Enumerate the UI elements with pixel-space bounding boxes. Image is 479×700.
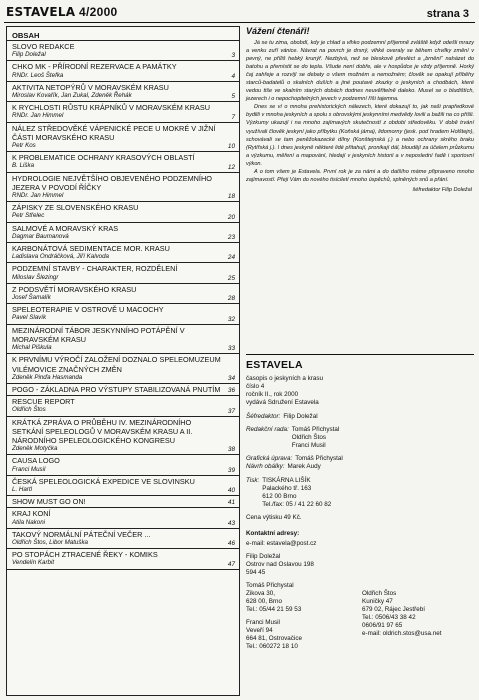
- toc-entry-page: 10: [227, 143, 235, 151]
- imprint-row: [246, 455, 474, 463]
- toc-entry-title: SALMOVÉ A MORAVSKÝ KRAS: [12, 223, 119, 233]
- contact-line: 594 45: [246, 569, 266, 577]
- imprint-row: [246, 413, 474, 421]
- contact-line: Tel.: 060272 18 10: [246, 643, 298, 651]
- contact-line: Zikova 30,: [246, 590, 276, 598]
- toc-entry[interactable]: [7, 384, 239, 396]
- toc-entry-title: RESCUE REPORT: [12, 397, 75, 407]
- toc-entry-page: 7: [231, 113, 235, 121]
- toc-entry[interactable]: [7, 325, 239, 355]
- toc-entry-page: 43: [227, 519, 235, 527]
- toc-entry-page: 18: [227, 193, 235, 201]
- toc-entry-page: 46: [227, 540, 235, 548]
- toc-entry-page: 40: [227, 487, 235, 495]
- toc-entry-author: RNDr. Jan Himmel: [12, 112, 64, 120]
- toc-entry[interactable]: [7, 82, 239, 102]
- imprint-label: Tisk:: [246, 476, 260, 484]
- toc-entry-author: Petr Střelec: [12, 212, 45, 220]
- imprint-values: [285, 463, 321, 471]
- imprint-value: Marek Audy: [287, 463, 321, 471]
- toc-entry-author: Pavel Slavík: [12, 314, 47, 322]
- contact-line: 679 02, Rájec Jestřebí: [362, 606, 426, 614]
- toc-entry-author: Miroslav Kovařík, Jan Zukal, Zdeněk Řehák: [12, 92, 132, 100]
- toc-entry-author: Josef Šamalík: [12, 294, 51, 302]
- imprint-label: Redakční rada:: [246, 426, 289, 434]
- contact-line: Kuničky 47: [362, 598, 393, 606]
- imprint-values: [259, 477, 331, 509]
- toc-entry-title: Z PODSVĚTÍ MORAVSKÉHO KRASU: [12, 284, 137, 294]
- imprint-value: Tomáš Přichystal: [291, 426, 340, 434]
- toc-entry-page: 38: [227, 446, 235, 454]
- imprint-subline: ročník II., rok 2000: [246, 391, 299, 398]
- toc-entry-author: Dagmar Baumanová: [12, 232, 69, 240]
- imprint-credits: [246, 413, 474, 522]
- contact-line: 628 00, Brno: [246, 598, 283, 606]
- editorial: [246, 26, 474, 193]
- toc-entry-page: 5: [231, 93, 235, 101]
- toc-entry-page: 32: [227, 315, 235, 323]
- contact-columns: [246, 582, 474, 651]
- imprint-values: [280, 413, 317, 421]
- imprint-row: [246, 477, 474, 509]
- imprint: [246, 359, 474, 651]
- imprint-value: Filip Doležal: [283, 413, 318, 420]
- toc-entry-title: HYDROLOGIE NEJVĚTŠÍHO OBJEVENÉHO PODZEMNÍHO JEZERA V POVODÍ ŘÍČKY: [12, 173, 212, 192]
- contact-line: Ostrov nad Oslavou 198: [246, 561, 314, 569]
- toc-entry[interactable]: [7, 223, 239, 243]
- toc-entry-page: 12: [227, 163, 235, 171]
- toc-entry-author: RNDr. Jan Himmel: [12, 192, 64, 200]
- toc-title: OBSAH: [7, 27, 239, 41]
- imprint-values: [302, 514, 305, 522]
- toc-entry[interactable]: [7, 496, 239, 508]
- toc-entry[interactable]: [7, 243, 239, 263]
- toc-entry-page: 37: [227, 407, 235, 415]
- contact-block: [246, 582, 362, 614]
- toc-entry[interactable]: [7, 396, 239, 416]
- imprint-values: [292, 455, 343, 463]
- imprint-value: Tel./fax: 05 / 41 22 60 82: [262, 500, 332, 508]
- toc-entry-author: B. Liška: [12, 162, 35, 170]
- toc-entry-title: MEZINÁRODNÍ TÁBOR JESKYNNÍHO POTÁPĚNÍ V MORAVSKÉM KRASU: [12, 325, 185, 344]
- toc-entry-author: Miloslav Šlezingr: [12, 273, 59, 281]
- imprint-row: [246, 426, 474, 450]
- imprint-value: 612 00 Brno: [262, 492, 297, 500]
- toc-entry[interactable]: [7, 102, 239, 122]
- toc-entry-title: SLOVO REDAKCE: [12, 42, 75, 51]
- contact-line: Veveří 94: [246, 627, 273, 635]
- toc-entry-title: NÁLEZ STŘEDOVĚKÉ VÁPENICKÉ PECE U MOKRÉ V JIŽNÍ ČÁSTI MORAVSKÉHO KRASU: [12, 123, 216, 142]
- imprint-row: [246, 463, 474, 471]
- toc-entry-page: 41: [227, 499, 235, 507]
- imprint-label: Šéfredaktor:: [246, 413, 281, 420]
- contact-main: [246, 553, 474, 577]
- contact-line: 664 81, Ostrovačice: [246, 635, 303, 643]
- contact-left-column: [246, 582, 362, 651]
- toc-entry-title: K RYCHLOSTI RŮSTU KRÁPNÍKŮ V MORAVSKÉM KRASU: [12, 103, 210, 113]
- imprint-values: [289, 426, 340, 450]
- toc-entry-title: PODZEMNÍ STAVBY - CHARAKTER, ROZDĚLENÍ: [12, 264, 178, 274]
- table-of-contents: [6, 26, 240, 696]
- editorial-paragraph: Dnes se ví o mnoha prehistorických nálezech, které dokazují to, jak naši prapředkové bydlili v mnoha jeskyních a spolu s obrovskými jeskynními medvědy lovili a bažili na co přišli. Výzkumy ukazují i na mnoho zajímavých skutečností z období středověku. V době trvání využívali člověk jeskyní jako příbytku (Koňská jáma), lidomorny (jesk. pod hradem Holštejn), schovávali se tam peněžokazecké dílny (Konštejnská j.) a nebo ochrany skrého braku (Rytířská j.). I dnes jeskyně některé lidé přitahují, pronikají dál, bloudějí za účelem průzkumu a výzkumu, měření a mapování, hledají v jeskyních historii a v neposlední řadě i sportovní výkon.: [246, 104, 474, 167]
- toc-entry-title: KRAJ KONÍ: [12, 509, 51, 519]
- imprint-label: Grafická úprava:: [246, 455, 293, 463]
- magazine-name: ESTAVELA: [6, 5, 76, 19]
- toc-entry[interactable]: [7, 354, 239, 384]
- editorial-signature: šéfredaktor Filip Doležal: [412, 186, 472, 193]
- toc-entry[interactable]: [7, 284, 239, 304]
- contact-line: Tel.: 05/44 21 59 53: [246, 606, 302, 614]
- toc-entry-page: 20: [227, 213, 235, 221]
- toc-entry-page: 4: [231, 72, 235, 80]
- toc-entry[interactable]: [7, 61, 239, 81]
- toc-entry-page: 28: [227, 295, 235, 303]
- toc-entry-author: Atila Nakoni: [12, 518, 46, 526]
- toc-entry-title: AKTIVITA NETOPÝRŮ V MORAVSKÉM KRASU: [12, 82, 169, 92]
- imprint-rule: [246, 354, 474, 355]
- toc-entry-author: Vendelín Karbit: [12, 559, 55, 567]
- toc-entry-title: TAKOVÝ NORMÁLNÍ PÁTEČNÍ VEČER ...: [12, 529, 151, 539]
- toc-entry[interactable]: [7, 529, 239, 549]
- toc-entry[interactable]: [7, 417, 239, 456]
- toc-entry[interactable]: [7, 476, 239, 496]
- toc-entry-author: Zdeněk Motyčka: [12, 445, 58, 453]
- toc-entry-author: Filip Doležal: [12, 51, 46, 59]
- contact-line: 0606/91 97 65: [362, 622, 403, 630]
- toc-entry[interactable]: [7, 202, 239, 222]
- toc-entry-title: ZÁPISKY ZE SLOVENSKÉHO KRASU: [12, 203, 139, 213]
- editorial-paragraph: Já se tu zima, obobdí, kdy je chlad a vlhko podzemní příjemně zvláště když odešli mrazy a venku zuří vánice. Návrat na povrch je drsný, vlhké overaly se během chvilky změní v pevný, ne příliš hebký krunýř. Nezbývá, než se bleskově převléct a „brnění“ naházet do batohu a přemístit se do tepla. Všude není dobře, ale v hospůdce je vždy příjemně. Horký čaj zahřeje a rozvíjí se debaty o všem možném a nemožném; člověk se opakují příběhy starců-badatelů o skalních duších a jiné poutavé zkazky o jeskyních a chodbách, které vedou tiše ve skalním starých dobách dodnes neuvěřitelně daleko. Musel se o bludištích, jezerech i o nepochopitelných jevech v podzemní říši tajemna.: [246, 40, 474, 103]
- imprint-value: Tomáš Přichystal: [295, 455, 343, 463]
- toc-entry-title: ČESKÁ SPELEOLOGICKÁ EXPEDICE VE SLOVINSKU: [12, 476, 195, 486]
- toc-entry-page: 33: [227, 345, 235, 353]
- contact-block: [246, 619, 362, 651]
- toc-entry-page: 47: [227, 560, 235, 568]
- toc-entry-title: KRÁTKÁ ZPRÁVA O PRŮBĚHU IV. MEZINÁRODNÍHO SETKÁNÍ SPELEOLOGŮ V MORAVSKÉM KRASU A II. NÁRODNÍHO SPELEOLOGICKÉHO KONGRESU: [12, 417, 193, 445]
- contact-line: Tel.: 0506/43 38 42: [362, 614, 416, 622]
- toc-list: [7, 41, 239, 570]
- toc-entry[interactable]: [7, 263, 239, 283]
- contact-line: Oldřich Štos: [362, 590, 397, 598]
- page-number: strana 3: [426, 8, 469, 20]
- toc-entry-author: Michal Piškula: [12, 344, 52, 352]
- toc-entry-author: L. Hartl: [12, 485, 32, 493]
- toc-entry[interactable]: [7, 304, 239, 324]
- toc-entry-author: Ladislava Ondráčková, Jiří Kalvoda: [12, 253, 109, 261]
- toc-entry-page: 36: [227, 387, 235, 395]
- contact-email[interactable]: e-mail: estavela@post.cz: [246, 540, 317, 548]
- toc-entry-author: RNDr. Leoš Štefka: [12, 71, 64, 79]
- imprint-value: Franci Musil: [291, 442, 326, 450]
- toc-entry-author: Oldřich Štos: [12, 406, 46, 414]
- contact-heading: Kontaktní adresy:: [246, 530, 300, 538]
- editorial-paragraph: A o tom všem je Estavela. První rok je za námi a do dalšího máme připraveno mnoho zajímavostí. Přeji Vám do nového tisíciletí mnoho úspěchů, splněných snů a přání.: [246, 168, 474, 183]
- toc-entry[interactable]: [7, 549, 239, 569]
- toc-entry-title: K PRVNÍMU VÝROČÍ ZALOŽENÍ DOZNALO SPELEOMUZEUM VILÉMOVICE ZNAČNÝCH ZMĚN: [12, 355, 221, 374]
- toc-entry[interactable]: [7, 41, 239, 61]
- imprint-row: [246, 514, 474, 522]
- contact-line: Franci Musil: [246, 619, 280, 627]
- header-rule: [4, 22, 475, 23]
- toc-entry-author: Zdeněk Pinďa Hasmanda: [12, 373, 83, 381]
- toc-entry[interactable]: [7, 173, 239, 203]
- toc-entry-title: KARBONÁTOVÁ SEDIMENTACE MOR. KRASU: [12, 244, 170, 254]
- toc-entry[interactable]: [7, 508, 239, 528]
- toc-entry-page: 3: [231, 52, 235, 60]
- toc-entry[interactable]: [7, 455, 239, 475]
- toc-entry-title: POGO - ZÁKLADNA PRO VÝSTUPY STABILIZOVANÁ PNUTÍM: [12, 384, 221, 394]
- toc-entry[interactable]: [7, 123, 239, 153]
- imprint-title: ESTAVELA: [246, 359, 303, 371]
- toc-entry-title: CHKO MK - PŘÍRODNÍ REZERVACE A PAMÁTKY: [12, 62, 177, 72]
- toc-entry-author: Petr Kos: [12, 142, 36, 150]
- imprint-value: Oldřich Štos: [291, 434, 327, 442]
- toc-entry-title: PO STOPÁCH ZTRACENÉ ŘEKY - KOMIKS: [12, 550, 158, 560]
- toc-entry-title: K PROBLEMATICE OCHRANY KRASOVÝCH OBLASTÍ: [12, 153, 195, 163]
- imprint-value: TISKÁRNA LIŠÍK: [262, 476, 311, 484]
- toc-entry-page: 39: [227, 466, 235, 474]
- imprint-subline: vydává Sdružení Estavela: [246, 399, 319, 406]
- page-header-magazine: [6, 5, 118, 19]
- imprint-label: Návrh obálky:: [246, 463, 285, 471]
- imprint-subtitle: [246, 375, 474, 407]
- imprint-value: Palackého tř. 163: [262, 484, 312, 492]
- toc-entry-page: 34: [227, 374, 235, 382]
- toc-entry-page: 25: [227, 274, 235, 282]
- toc-entry-page: 23: [227, 234, 235, 242]
- contact-line: Tomáš Přichystal: [246, 582, 294, 590]
- toc-entry-title: SHOW MUST GO ON!: [12, 497, 86, 507]
- imprint-label: Cena výtisku 49 Kč.: [246, 513, 302, 521]
- contact-line: Filip Doležal: [246, 553, 281, 561]
- toc-entry-title: CAUSA LOGO: [12, 456, 60, 466]
- toc-entry-page: 24: [227, 254, 235, 262]
- toc-entry-author: Oldřich Štos, Libor Matuška: [12, 538, 88, 546]
- imprint-subline: číslo 4: [246, 383, 265, 390]
- toc-entry[interactable]: [7, 152, 239, 172]
- contact-line[interactable]: e-mail: oldrich.stos@usa.net: [362, 630, 442, 638]
- imprint-subline: časopis o jeskyních a krasu: [246, 375, 323, 382]
- editorial-greeting: Vážení čtenáři!: [246, 26, 310, 36]
- toc-entry-author: Franci Musil: [12, 465, 46, 473]
- toc-entry-title: SPELEOTERAPIE V OSTROVĚ U MACOCHY: [12, 305, 164, 315]
- issue-number: 4/2000: [79, 5, 118, 19]
- contact-right-column: [362, 582, 474, 651]
